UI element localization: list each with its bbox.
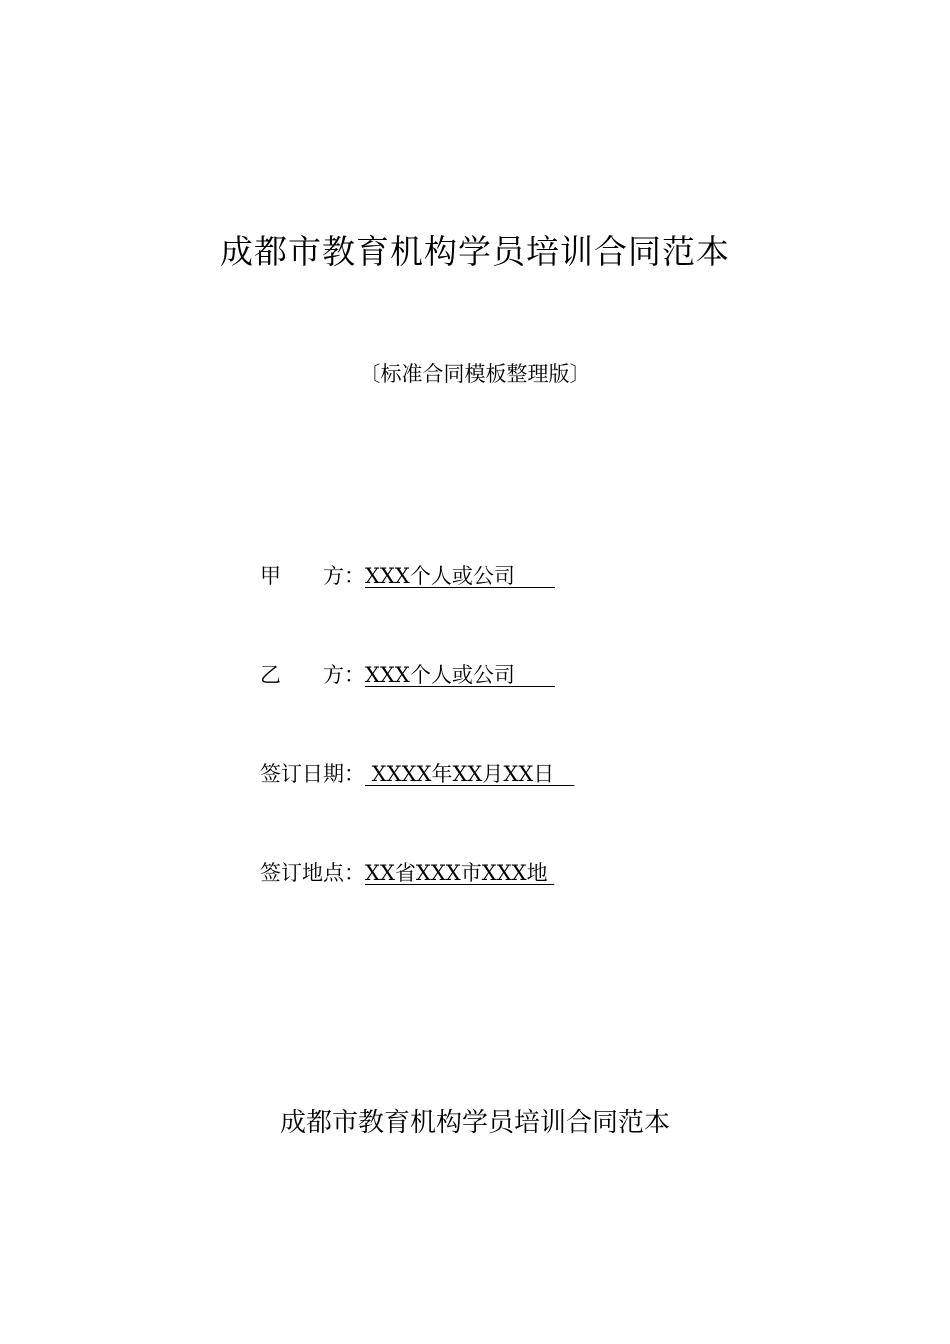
page-subtitle: 〔标准合同模板整理版〕 [359, 362, 591, 386]
field-value: XXXX年XX月XX日 [365, 762, 575, 786]
field-colon: ： [344, 861, 365, 885]
field-value: XXX个人或公司 [365, 564, 555, 588]
field-label: 签订地点 [260, 861, 344, 885]
field-party-a [260, 560, 555, 592]
field-value: XXX个人或公司 [365, 663, 555, 687]
field-sign-place [260, 857, 554, 889]
footer-title: 成都市教育机构学员培训合同范本 [279, 1108, 670, 1138]
field-sign-date [260, 758, 574, 790]
page-title: 成都市教育机构学员培训合同范本 [220, 232, 730, 271]
field-value: XX省XXX市XXX地 [365, 861, 555, 885]
field-party-b [260, 659, 555, 691]
field-label: 乙 方 [260, 663, 344, 687]
field-label: 甲 方 [260, 564, 344, 588]
field-colon: ： [344, 663, 365, 687]
field-colon: ： [344, 762, 365, 786]
field-colon: ： [344, 564, 365, 588]
field-label: 签订日期 [260, 762, 344, 786]
